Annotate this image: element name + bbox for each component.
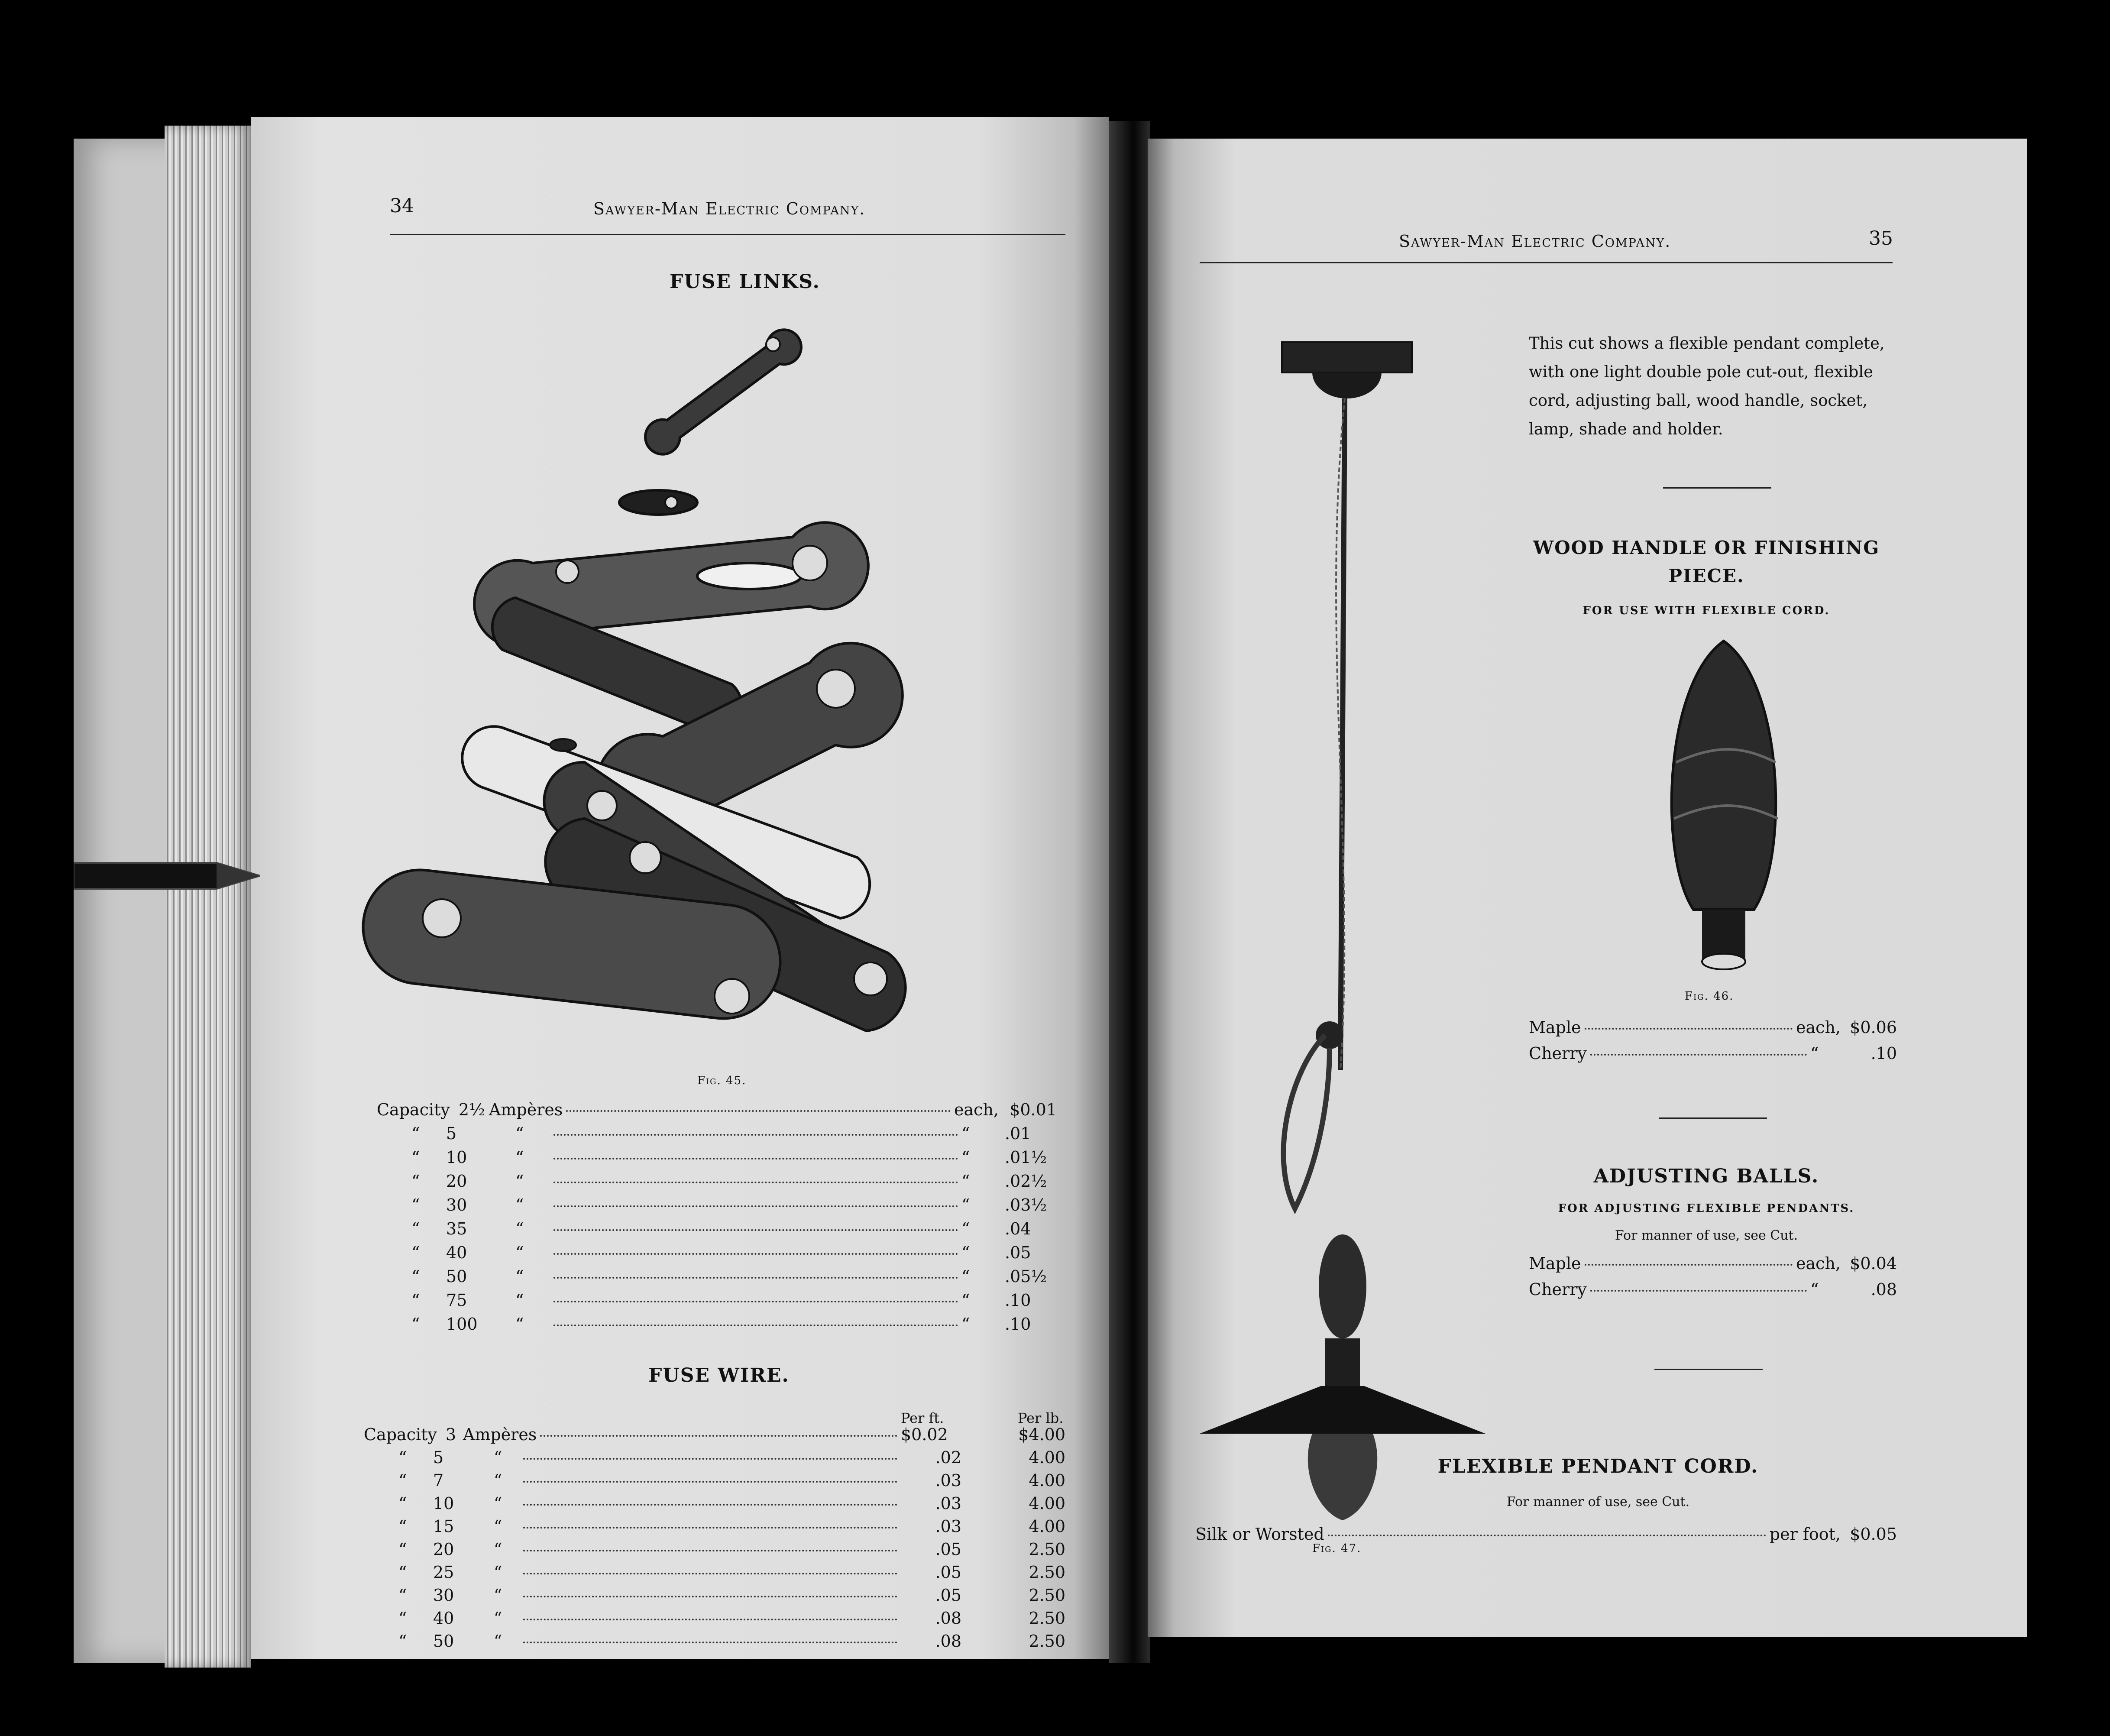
intro-paragraph: This cut shows a flexible pendant complete, with one light double pole cut-out, flexible cord, adjusting ball, wood handle, socket, lamp, shade and holder. [1529, 334, 1885, 438]
table-row: “ 25 “ .05 2.50 [398, 1563, 1065, 1582]
wood-handle-subtitle: FOR USE WITH FLEXIBLE CORD. [1582, 604, 1830, 617]
pendant-cord-note: For manner of use, see Cut. [1506, 1494, 1690, 1509]
table-row: “ 7 “ .03 4.00 [398, 1471, 1065, 1490]
table-row: Capacity 2½ Ampères each, $0.01 [377, 1100, 1057, 1119]
section-title-pendant-cord: FLEXIBLE PENDANT CORD. [1437, 1455, 1759, 1477]
book-gutter [1109, 121, 1150, 1663]
section-title-fuse-wire: FUSE WIRE. [648, 1364, 790, 1386]
table-row: “ 75 “ “ .10 [411, 1291, 1031, 1310]
table-row: “ 20 “ “ .02½ [411, 1172, 1047, 1191]
section-rule [1654, 1369, 1763, 1370]
table-row: Silk or Worsted per foot, $0.05 [1195, 1525, 1897, 1544]
table-row: “ 35 “ “ .04 [411, 1219, 1031, 1238]
header-rule [1200, 262, 1893, 263]
pendant-figure-caption: Fig. 47. [1312, 1542, 1362, 1555]
running-head: Sawyer-Man Electric Company. [593, 199, 866, 218]
table-row: “ 5 “ .02 4.00 [398, 1448, 1065, 1467]
column-header-per-lb: Per lb. [1018, 1410, 1064, 1426]
table-row: “ 15 “ .03 4.00 [398, 1517, 1065, 1536]
table-row: “ 50 “ “ .05½ [411, 1267, 1047, 1286]
fuse-links-illustration [359, 303, 966, 1040]
table-row: Capacity 3 Ampères $0.02 $4.00 [364, 1425, 1065, 1444]
table-row: “ 5 “ “ .01 [411, 1124, 1031, 1143]
page-number: 35 [1869, 227, 1893, 249]
running-head: Sawyer-Man Electric Company. [1399, 232, 1671, 251]
section-rule [1663, 487, 1771, 489]
capacity-label: Capacity [377, 1100, 450, 1119]
right-page [1148, 139, 2027, 1637]
table-row: “ 40 “ .08 2.50 [398, 1609, 1065, 1628]
table-row: “ 10 “ “ .01½ [411, 1148, 1047, 1167]
adjusting-balls-note: For manner of use, see Cut. [1615, 1228, 1798, 1243]
left-page [251, 117, 1109, 1659]
table-row: “ 30 “ .05 2.50 [398, 1586, 1065, 1605]
table-row: “ 40 “ “ .05 [411, 1243, 1031, 1262]
table-row: Cherry “ .10 [1529, 1044, 1897, 1063]
table-row: Cherry “ .08 [1529, 1280, 1897, 1299]
pendant-illustration [1191, 334, 1503, 1538]
section-rule [1659, 1117, 1767, 1119]
page-number: 34 [390, 195, 414, 217]
section-title-wood-handle-line2: PIECE. [1668, 565, 1744, 586]
table-row: Maple each, $0.06 [1529, 1018, 1897, 1037]
pencil-pointer [74, 854, 260, 897]
adjusting-balls-subtitle: FOR ADJUSTING FLEXIBLE PENDANTS. [1558, 1202, 1855, 1215]
header-rule [390, 234, 1065, 235]
section-title-adjusting-balls: ADJUSTING BALLS. [1593, 1165, 1819, 1187]
table-row: “ 100 “ “ .10 [411, 1315, 1031, 1334]
column-header-per-ft: Per ft. [901, 1410, 944, 1426]
table-row: “ 20 “ .05 2.50 [398, 1540, 1065, 1559]
section-title-fuse-links: FUSE LINKS. [670, 271, 820, 293]
table-row: “ 50 “ .08 2.50 [398, 1632, 1065, 1651]
table-row: “ 10 “ .03 4.00 [398, 1494, 1065, 1513]
section-title-wood-handle: WOOD HANDLE OR FINISHING [1533, 537, 1880, 558]
table-row: “ 30 “ “ .03½ [411, 1195, 1047, 1215]
wood-handle-figure-caption: Fig. 46. [1685, 990, 1734, 1003]
table-row: Maple each, $0.04 [1529, 1254, 1897, 1273]
wood-handle-illustration [1646, 632, 1802, 979]
figure-caption: Fig. 45. [697, 1074, 747, 1087]
